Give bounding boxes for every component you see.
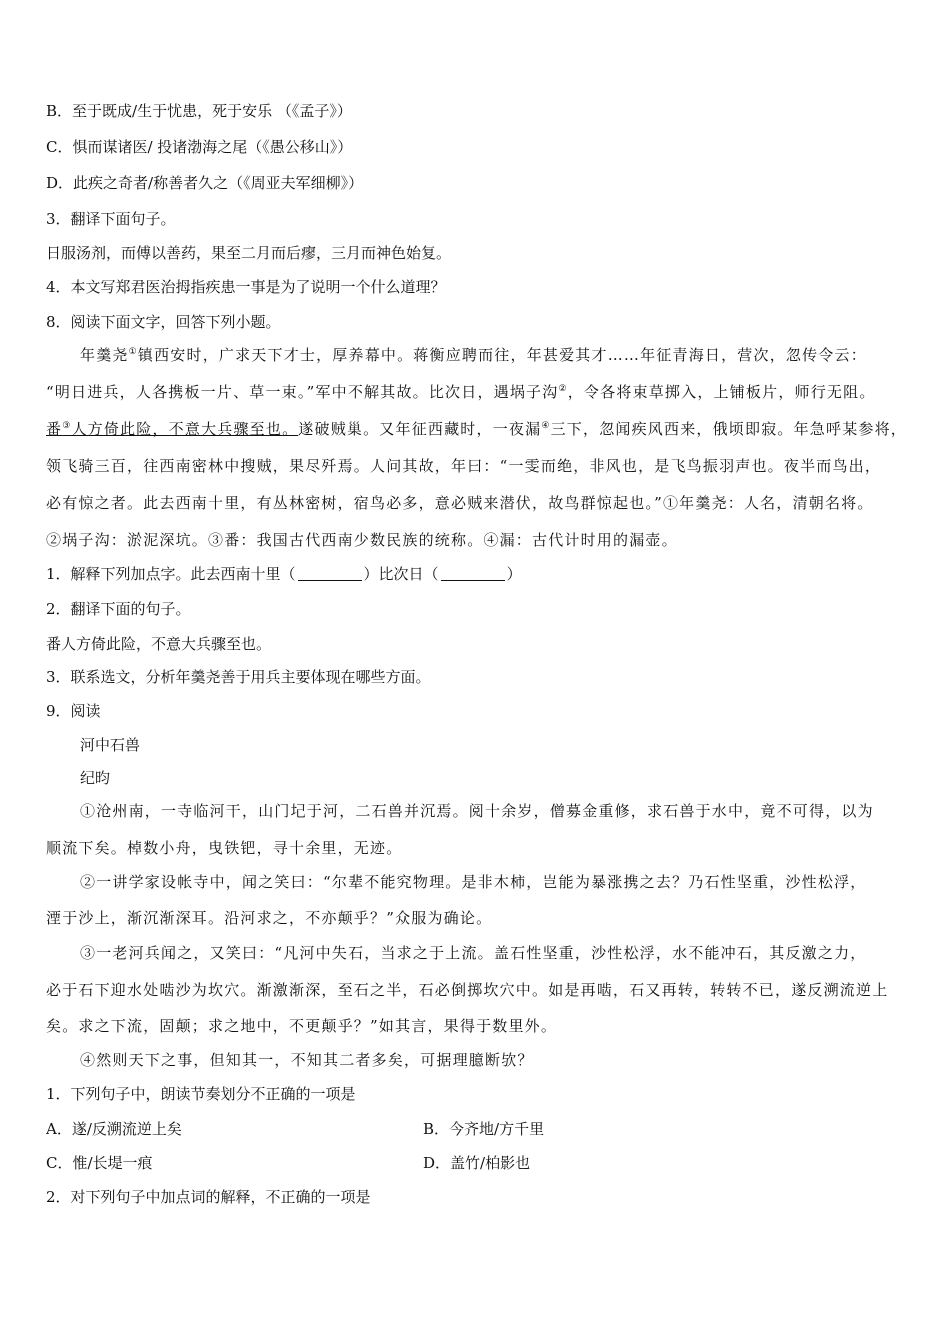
q4-prompt: 4．本文写郑君医治拇指疾患一事是为了说明一个什么道理？ <box>46 278 446 296</box>
option-c[interactable]: C．惟/长堤一痕 <box>46 1154 153 1172</box>
passage8-line1: 年羹尧①镇西安时，广求天下才士，厚养幕中。蒋衡应聘而往，年甚爱其才……年征青海日，营次，忽传令云： <box>80 346 867 364</box>
passage8-line3: 番③人方倚此险，不意大兵骤至也。遂破贼巢。又年征西藏时，一夜漏④三下，忽闻疾风西来，俄顷即寂。年急呼某参将， <box>46 420 907 438</box>
passage8-line2: “明日进兵，人各携板一片、草一束。”军中不解其故。比次日，遇埚子沟②，令各将束草掷入，上铺板片，师行无阻。 <box>46 383 876 401</box>
passage9-heading: 河中石兽 <box>80 736 141 754</box>
section8-title: 8．阅读下面文字，回答下列小题。 <box>46 313 281 331</box>
option-a[interactable]: A．遂/反溯流逆上矣 <box>46 1120 182 1138</box>
option-d[interactable]: D．盖竹/柏影也 <box>423 1154 531 1172</box>
option-b[interactable]: B．今齐地/方千里 <box>423 1120 545 1138</box>
section9-q1-options-row2 <box>46 1153 914 1173</box>
section9-q2: 2．对下列句子中加点词的解释，不正确的一项是 <box>46 1188 371 1206</box>
passage8-notes: ②埚子沟：淤泥深坑。③番：我国古代西南少数民族的统称。④漏：古代计时用的漏壶。 <box>46 531 678 549</box>
section8-q2-sentence: 番人方倚此险，不意大兵骤至也。 <box>46 635 272 653</box>
section8-q1: 1．解释下列加点字。此去西南十里（ ）比次日（ ） <box>46 565 522 583</box>
q2-option-b: B．至于既成/生于忧患，死于安乐 （《孟子》） <box>46 102 352 120</box>
passage9-p4: ④然则天下之事，但知其一，不知其二者多矣，可据理臆断欤？ <box>80 1051 534 1069</box>
section9-title: 9．阅读 <box>46 702 101 720</box>
section8-q2: 2．翻译下面的句子。 <box>46 600 191 618</box>
passage9-p1-line2: 顺流下矣。棹数小舟，曳铁钯，寻十余里，无迹。 <box>46 839 403 857</box>
q3-sentence: 日服汤剂，而傅以善药，果至二月而后瘳，三月而神色始复。 <box>46 244 452 262</box>
passage9-p2-line2: 湮于沙上，渐沉渐深耳。沿河求之，不亦颠乎？”众服为确论。 <box>46 909 493 927</box>
passage9-p3-line1: ③一老河兵闻之，又笑曰：“凡河中失石，当求之于上流。盖石性坚重，沙性松浮，水不能冲石，其反激之力， <box>80 944 867 962</box>
passage9-p3-line3: 矣。求之下流，固颠；求之地中，不更颠乎？”如其言，果得于数里外。 <box>46 1017 558 1035</box>
q2-option-d: D．此疾之奇者/称善者久之（《周亚夫军细柳》） <box>46 174 364 192</box>
section9-q1: 1．下列句子中，朗读节奏划分不正确的一项是 <box>46 1085 356 1103</box>
underlined-sentence: 番③人方倚此险，不意大兵骤至也。 <box>46 420 299 438</box>
section8-q3: 3．联系选文，分析年羹尧善于用兵主要体现在哪些方面。 <box>46 668 431 686</box>
q2-option-c: C．惧而谋诸医/ 投诸渤海之尾（《愚公移山》） <box>46 138 353 156</box>
passage8-line5: 必有惊之者。此去西南十里，有丛林密树，宿鸟必多，意必贼来潜伏，故鸟群惊起也。”①年羹尧：人名，清朝名将。 <box>46 494 874 512</box>
answer-blank-1[interactable] <box>298 566 362 581</box>
answer-blank-2[interactable] <box>441 566 505 581</box>
passage9-p1-line1: ①沧州南，一寺临河干，山门圮于河，二石兽并沉焉。阅十余岁，僧募金重修，求石兽于水中，竟不可得，以为 <box>80 802 874 820</box>
passage9-p2-line1: ②一讲学家设帐寺中，闻之笑曰：“尔辈不能究物理。是非木柿，岂能为暴涨携之去？乃石性坚重，沙性松浮， <box>80 873 867 891</box>
passage9-p3-line2: 必于石下迎水处啮沙为坎穴。渐激渐深，至石之半，石必倒掷坎穴中。如是再啮，石又再转，转转不已，遂反溯流逆上 <box>46 981 889 999</box>
passage8-line4: 领飞骑三百，往西南密林中搜贼，果尽歼焉。人问其故，年曰：“一雯而绝，非风也，是飞鸟振羽声也。夜半而鸟出， <box>46 457 882 475</box>
passage9-author: 纪昀 <box>80 769 111 787</box>
section9-q1-options-row1 <box>46 1119 914 1139</box>
q3-prompt: 3．翻译下面句子。 <box>46 210 176 228</box>
